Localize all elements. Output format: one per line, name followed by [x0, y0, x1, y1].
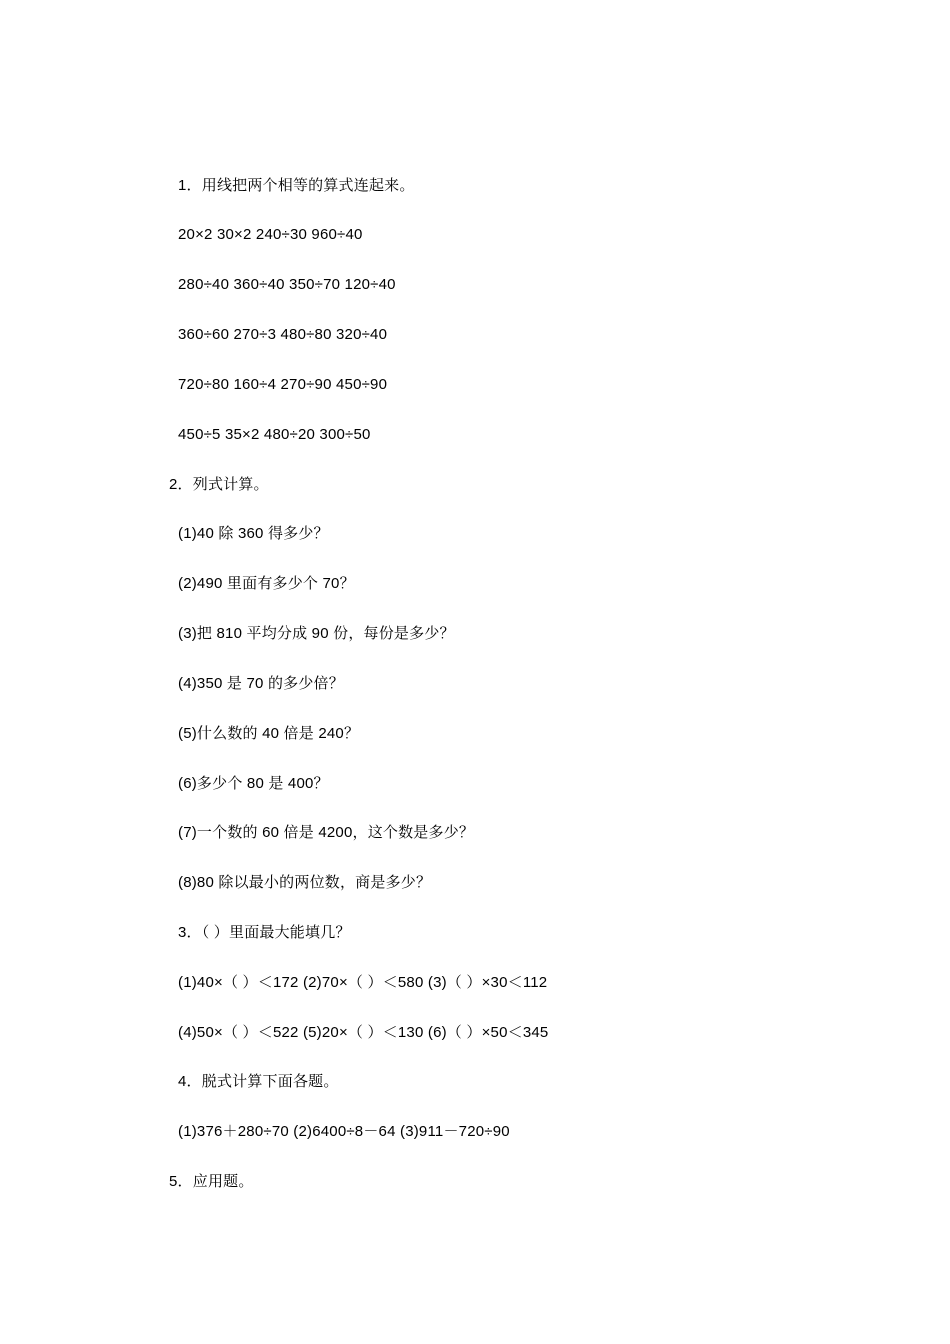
question-4-heading: 4．脱式计算下面各题。: [178, 1073, 339, 1090]
question-1-row-1: 20×2 30×2 240÷30 960÷40: [178, 226, 363, 243]
question-2-item-1: (1)40 除 360 得多少？: [178, 525, 329, 542]
question-1-heading: 1．用线把两个相等的算式连起来。: [178, 177, 415, 194]
question-1-row-2: 280÷40 360÷40 350÷70 120÷40: [178, 276, 396, 293]
question-3-row-2: (4)50×（ ）＜522 (5)20×（ ）＜130 (6)（ ）×50＜345: [178, 1024, 549, 1041]
question-2-item-6: (6)多少个 80 是 400？: [178, 775, 329, 792]
question-1-row-5: 450÷5 35×2 480÷20 300÷50: [178, 426, 371, 443]
question-3-row-1: (1)40×（ ）＜172 (2)70×（ ）＜580 (3)（ ）×30＜112: [178, 974, 548, 991]
question-2-item-2: (2)490 里面有多少个 70？: [178, 575, 355, 592]
question-2-item-5: (5)什么数的 40 倍是 240？: [178, 725, 360, 742]
question-2-heading: 2．列式计算。: [169, 476, 269, 493]
question-4-row-1: (1)376＋280÷70 (2)6400÷8－64 (3)911－720÷90: [178, 1123, 510, 1140]
question-3-heading: 3．（ ）里面最大能填几？: [178, 924, 351, 941]
question-1-row-3: 360÷60 270÷3 480÷80 320÷40: [178, 326, 388, 343]
question-2-item-8: (8)80 除以最小的两位数，商是多少？: [178, 874, 432, 891]
question-1-row-4: 720÷80 160÷4 270÷90 450÷90: [178, 376, 388, 393]
question-2-item-3: (3)把 810 平均分成 90 份，每份是多少？: [178, 625, 455, 642]
question-5-heading: 5．应用题。: [169, 1173, 254, 1190]
question-2-item-4: (4)350 是 70 的多少倍？: [178, 675, 344, 692]
question-2-item-7: (7)一个数的 60 倍是 4200，这个数是多少？: [178, 824, 475, 841]
